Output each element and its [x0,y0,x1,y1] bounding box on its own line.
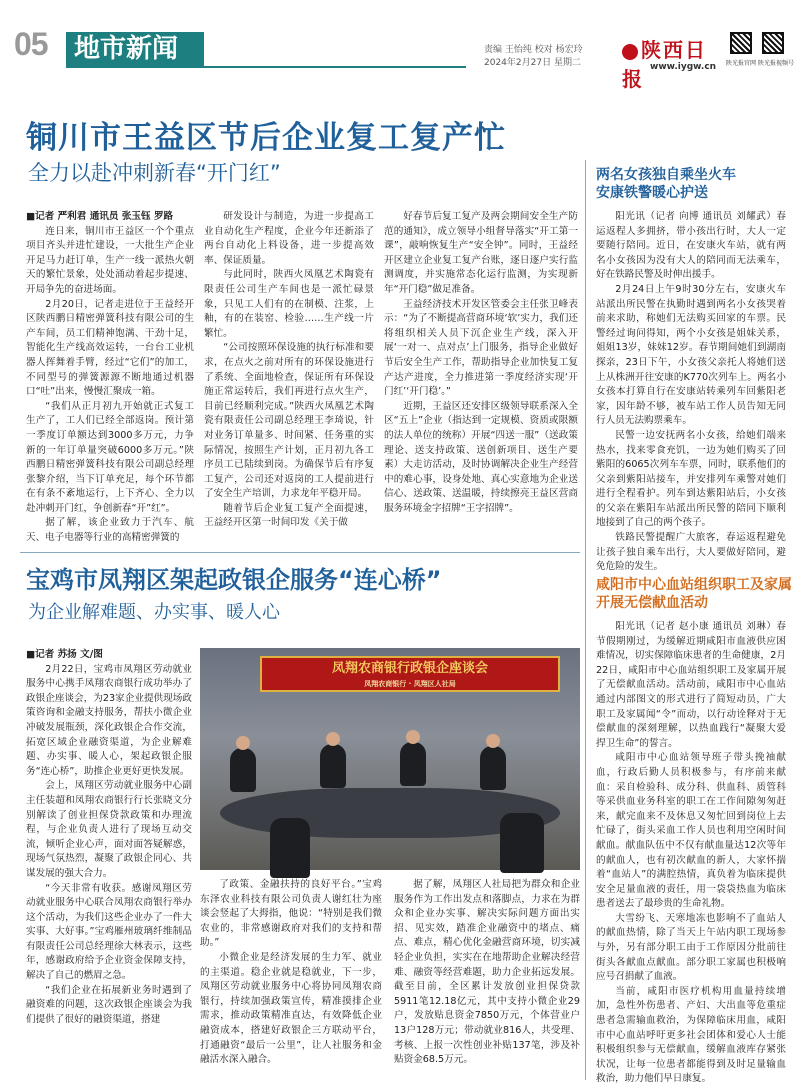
paragraph: 会上，凤翔区劳动就业服务中心副主任装超和凤翔农商银行行长张晓文分别解读了创业担保贷款政策和办理流程，与企业负责人进行了现场互动交流，倾听企业心声，面对面答疑解惑，现场气氛热烈，凝聚了政银企同心、共谋发展的强大合力。 [26,780,192,879]
qr-caption: 陕光报官网 [726,60,757,67]
paragraph: 据了解，该企业致力于汽车、航天、电子电器等行业的高精密弹簧的 [26,517,194,544]
story3-body [596,210,786,573]
paragraph: 铁路民警提醒广大旅客，春运返程避免让孩子独自乘车出行，大人要做好陪同，避免危险的发生。 [596,532,786,573]
story1-column-2 [204,210,374,546]
page-header [0,0,800,91]
photo-person [320,744,346,788]
qr-code-icon [762,32,784,54]
paragraph: 近期，王益区还安排区级领导联系深入全区“五上”企业（指达到一定规模、资质或限额的法人单位的统称）开展“四送一服”（送政策理论、送支持政策、送创新项目、送生产要素）大走访活动，及时协调解决企业生产经营中的难心事，设身处地、真心实意地为企业送信心、送政策、送温暖，持续擦亮王益区营商服务环境金字招牌“王字招牌”。 [384,400,578,514]
editors-line: 责编 王怡纯 校对 杨宏玲 [484,45,583,55]
photo-banner: 凤翔农商银行政银企座谈会 凤翔农商银行 · 凤翔区人社局 [260,656,560,692]
story3-title: 两名女孩独自乘坐火车 安康铁警暖心护送 [596,167,736,201]
story2-subtitle: 为企业解难题、办实事、暖人心 [28,602,280,623]
story2-byline: ■记者 苏扬 文/图 [26,649,103,660]
story4-body [596,620,786,1085]
photo-person [400,742,426,786]
paragraph: 阳光讯（记者 向博 通讯员 刘耀武）春运返程人多拥挤，带小孩出行时，大人一定要随行陪同。近日，在安康火车站，就有两名小女孩因为没有大人的陪同而无法乘车，好在铁路民警及时伸出援手。 [596,211,786,281]
header-rule [66,66,466,68]
story2-column-1 [26,648,192,1080]
story1-byline: ■记者 严利君 通讯员 张玉钰 罗路 [26,211,174,222]
paragraph: 2月22日，宝鸡市凤翔区劳动就业服务中心携手凤翔农商银行成功举办了政银企座谈会，为23家企业提供现场政策咨询和金融支持服务，帮扶小微企业冲破发展瓶颈，深化政银企合作交流，拓宽区域企业融资渠道，为企业解难题、办实事、暖人心，架起政银企服务“连心桥”，助推企业更好更快发展。 [26,663,192,777]
paragraph: 王益经济技术开发区管委会主任张卫峰表示：“为了不断提高营商环境‘软’实力，我们还将组织相关人员下沉企业生产线，深入开展‘一对一、点对点’上门服务，指导企业做好节后安全生产工作，帮助指导企业加快复工复产达产进度，全力推进第一季度经济实现‘开门红’‘开门稳’。” [384,298,578,398]
photo-person-head [486,734,500,748]
paragraph: 与此同时，陕西火凤凰艺术陶瓷有限责任公司生产车间也是一派忙碌景象，只见工人们有的在制模、注浆，上釉，有的在装窑、检验……生产线一片繁忙。 [204,269,374,339]
paragraph: 研发设计与制造，为进一步提高工业自动化生产程度，企业今年还新添了两台自动化上料设备，进一步提高效率、保证质量。 [204,211,374,266]
story1-column-1 [26,210,194,546]
story2-column-2 [200,878,382,1080]
paragraph: 据了解，凤翔区人社局把为群众和企业服务作为工作出发点和落脚点，力求在为群众和企业办实事、解决实际问题方面出实招、见实效，踏准企业融资中的堵点、痛点、难点，精心优化金融营商环境，切实减轻企业负担，实实在在地帮助企业解决经营难、融资等经营难题，助力企业拓远发展。截至目前，全区累计发放创业担保贷款5911笔12.18亿元，其中支持小微企业29户，发放贴息资金7850万元，个体营业户13户128万元；带动就业816人，共受理、考核、上报一次性创业补贴137笔，涉及补贴资金68.5万元。 [394,879,580,1066]
paragraph: 2月24日上午9时30分左右，安康火车站派出所民警在执勤时遇到两名小女孩哭着前来求助，称她们无法购买回家的车票。民警经过询问得知，两个小女孩是姐妹关系，姐姐13岁，妹妹12岁。春节期间她们到湖南探亲，23日下午，小女孩父亲托人将她们送上从株洲开往安康的K770次列车上。两名小女孩本打算自行在安康站转乘列车回紫阳老家，因年龄不够，被车站工作人员告知无同行人员无法购票乘车。 [596,283,786,427]
paragraph: 了政策、金融扶持的良好平台。”宝鸡东泽农业科技有限公司负责人谢红壮为座谈会竖起了大拇指，他说：“特别是我们微农业的，非常感谢政府对我们的支持和帮助。” [200,879,382,949]
header-meta [484,44,583,70]
photo-person [480,746,506,790]
page-number: 05 [14,26,48,62]
story1-title: 铜川市王益区节后企业复工复产忙 [26,120,506,156]
photo-person [230,748,256,792]
column-divider [585,160,586,1080]
photo-person [500,813,544,873]
section-title: 地市新闻 [66,32,204,66]
story4-title: 咸阳市中心血站组织职工及家属 开展无偿献血活动 [596,577,792,611]
qr-caption: 陕光报视频号 [758,60,795,67]
paragraph: 咸阳市中心血站领导班子带头挽袖献血，行政后勤人员积极参与，有序前来献血：采自检验科、成分科、供血科、质管科等采供血业务科室的职工在工作间隙匆匆赶来，献完血来不及休息又匆忙回到岗位上去忙碌了，街头采血工作人员也利用空闲时间献血。献血队伍中不仅有献血量达12次等年的献血人，也有初次献血的新人，大家怀揣着“血站人”的满腔热情，真负着为临床提供安全足量血液的责任，用一袋袋热血为临床患者送去了最珍贵的生命礼物。 [596,752,786,910]
paragraph: 2月20日，记者走进位于王益经开区陕西鹏日精密弹簧科技有限公司的生产车间，员工们精神饱满、干劲十足，智能化生产线高效运转，一台台工业机器人挥舞着手臂，经过“它们”的加工，不同型号的弹簧源源不断地通过机器口“吐”出来，慢慢汇聚成一箱。 [26,298,194,398]
date-line: 2024年2月27日 星期二 [484,58,581,68]
paragraph: 当前，咸阳市医疗机构用血量持续增加，急性外伤患者、产妇、大出血等危重症患者急需输血救治，为保障临床用血，咸阳市中心血站呼吁更多社会团体和爱心人士能积极组织参与无偿献血，缓解血液库存紧张状况，让每一位患者都能得到及时足量输血救治，助力他们早日康复。 [596,985,786,1085]
photo-person-head [236,736,250,750]
paragraph: 随着节后企业复工复产全面提速，王益经开区第一时间印发《关于做 [204,502,374,529]
photo-person [270,818,310,878]
qr-code-icon [730,32,752,54]
story1-subtitle: 全力以赴冲刺新春“开门红” [28,161,281,185]
paragraph: 好春节后复工复产及两会期间安全生产防范的通知》，成立领导小组督导落实“开工第一课”，敲响恢复生产“安全钟”。同时，王益经开区建立企业复工复产台账，逐日逐户实行监测调度，并实施常态化运行监测，为实现新年“开门稳”做足准备。 [384,211,578,295]
news-photo [200,648,580,870]
paragraph: “我们企业在拓展新业务时遇到了融资难的问题，这次政银企座谈会为我们提供了很好的融资渠道，搭建 [26,984,192,1025]
logo-icon [622,44,638,60]
paragraph: 阳光讯（记者 赵小康 通讯员 刘琳）春节假期刚过，为缓解近期咸阳市血液供应困难情况，切实保障临床患者的生命健康，2月22日，咸阳市中心血站组织职工及家属开展了无偿献血活动。活动前，咸阳市中心血站通过内部图文的形式进行了简短动员，广大职工及家属闻“令”而动，以行动诠释对于无偿献血的深刻理解，以热血践行“凝聚大爱 捍卫生命”的誓言。 [596,621,786,749]
section-divider [20,552,580,553]
story1-column-3 [384,210,578,546]
paragraph: “今天非常有收获。感谢凤翔区劳动就业服务中心联合凤翔农商银行举办这个活动，为我们这些企业办了一件大实事、大好事。”宝鸡雁州玻璃纤维制品有限责任公司总经理徐大林表示，这些年，感谢政府给予企业资金保障支持，解决了自己的燃眉之急。 [26,882,192,982]
photo-person-head [326,732,340,746]
paragraph: 大雪纷飞、天寒地冻也影响不了血站人的献血热情，除了当天上午站内职工现场参与外，另有部分职工由于工作原因分批前往街头各献血点献血。部分职工家属也积极响应号召捐献了血液。 [596,912,786,983]
paragraph: 民警一边安抚两名小女孩，给她们端来热水，找来零食充饥，一边为她们购买了回紫阳的6065次列车车票，同时，联系他们的父亲到紫阳站接车，并安排列车乘警对她们进行全程看护。列车到达紫阳站后，小女孩的父亲在紫阳车站派出所民警的陪同下顺利地接到了自己的两个孩子。 [596,429,786,529]
site-url[interactable]: www.iygw.cn [650,62,717,72]
story2-column-3 [394,878,580,1080]
paragraph: “公司按照环保设施的执行标准和要求，在点火之前对所有的环保设施进行了系统、全面地检查，保证所有环保设施正常运转后，我们再进行点火生产，目前已经顺利完成。”陕西火凤凰艺术陶瓷有限责任公司副总经理王李琦说，针对业务订单量多、时间紧、任务重的实际情况，按照生产计划，正月初九各工序员工已陆续到岗。为确保节后有序复工复产，公司还对返岗的工人提前进行了安全生产培训，力求龙年平稳开局。 [204,342,374,500]
paragraph: “我们从正月初九开始就正式复工生产了，工人们已经全部返岗。预计第一季度订单额达到3000多万元，力争新的一年订单量突破6000多万元。”陕西鹏日精密弹簧科技有限公司副总经理张黎介绍，当下订单充足，每个环节都在有条不紊地运行，上下齐心、全力以赴冲刺开门红，争创新春“开”红”。 [26,400,194,514]
newspaper-logo[interactable]: 陕西日报 [622,38,707,91]
photo-person-head [406,730,420,744]
paragraph: 连日来，铜川市王益区一个个重点项目齐头并进忙建设，一大批生产企业开足马力赶订单，生产一线一派热火朝天的繁忙景象，处处涌动着起步提速、开局争先的奋进场面。 [26,225,194,295]
paragraph: 小微企业是经济发展的生力军、就业的主渠道。稳企业就是稳就业，下一步，凤翔区劳动就业服务中心将协同凤翔农商银行，持续加强政策宣传，精准摸排企业需求，推动政策精准直达，有效降低企业融资成本，搭建好政银企三方联动平台，打通融资“最后一公里”，让人社服务和金融活水深入融合。 [200,951,382,1066]
story2-title: 宝鸡市凤翔区架起政银企服务“连心桥” [26,566,442,594]
